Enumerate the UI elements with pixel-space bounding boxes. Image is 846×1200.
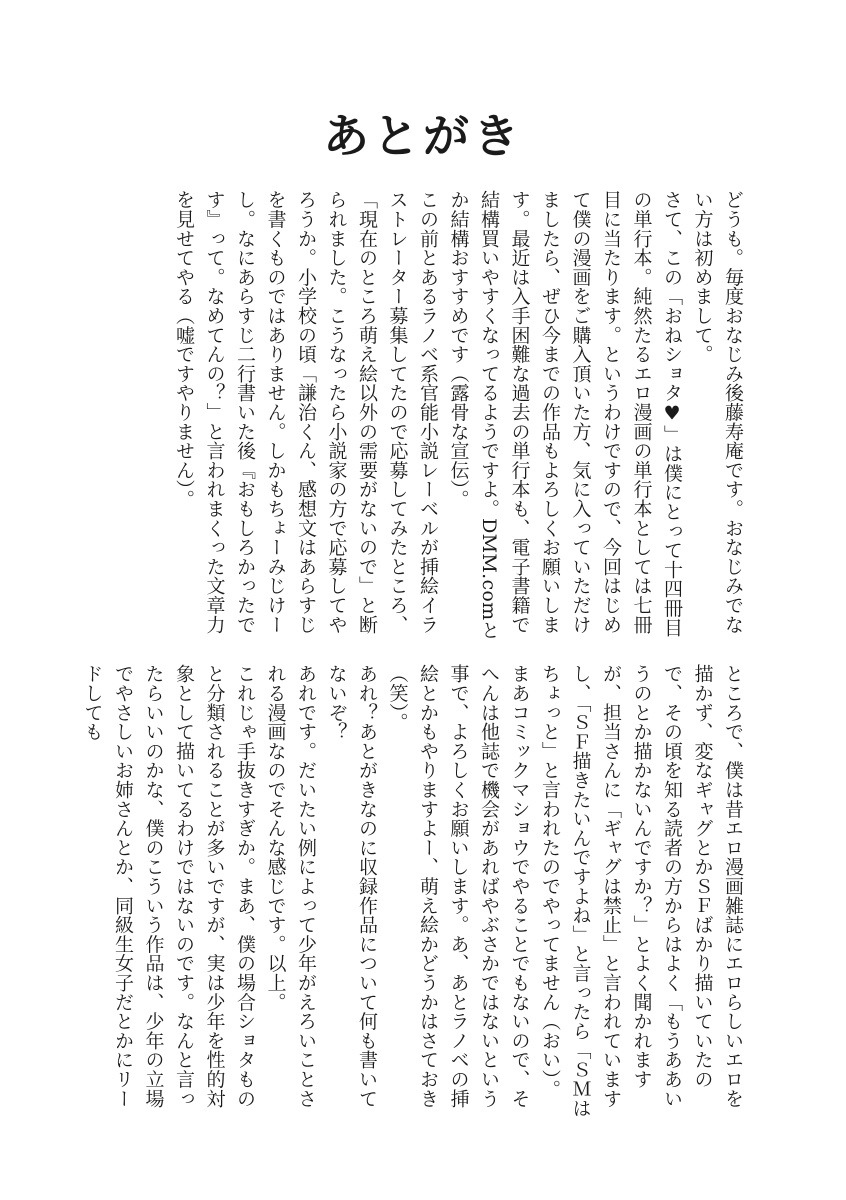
paragraph-book-intro: さて、この「おねショタ♥」は僕にとって十四冊目の単行本。純然たるエロ漫画の単行本としては七冊目に当たります。というわけですので、今回はじめて僕の漫画をご購入頂いた方、気に入っていただけましたら、ぜひ今までの作品もよろしくお願いします。最近は入手困難な過去の単行本も、電子書籍で結構買いやすくなってるようですよ。DMM.comとか結構おすすめです（露骨な宣伝）。	[447, 190, 683, 640]
paragraph-other-magazines: まあコミックマショウでやることでもないので、そへんは他誌で機会があればやぶさかではないという事で、よろしくお願いします。あ、あとラノベの挿絵とかもやりますよー、萌え絵かどうかはさておき（笑）。	[386, 664, 531, 1108]
afterword-upper-column	[123, 190, 748, 650]
paragraph-past-work: ところで、僕は昔エロ漫画雑誌にエロらしいエロを描かず、変なギャグとかＳＦばかり描いていたので、その頃を知る読者の方からはよく「もうああいうのとか描かないんですか？」とよく聞かれますが、担当さんに「ギャグは禁止」と言われていますし、「ＳＦ描きたいんですよね」と言ったら「ＳＭはちょっと」と言われたのでやってません（おい）。	[539, 664, 744, 1118]
paragraph-explanation: これじゃ手抜きすぎか。まあ、僕の場合ショタものと分類されることが多いですが、実は少年を性的対象として描いてるわけではないのです。なんと言ったらいいのかな、僕のこういう作品は、少年の立場でやさしいお姉さんとか、同級生女子だとかにリードしても	[81, 664, 256, 1108]
paragraph-no-comment: あれ？あとがきなのに収録作品について何も書いてないぞ？	[325, 664, 378, 1108]
paragraph-greeting: どうも。毎度おなじみ後藤寿庵です。おなじみでない方は初めまして。	[691, 190, 744, 634]
afterword-lower-column	[81, 664, 748, 1124]
paragraph-summary: あれです。だいたい例によって少年がえろいことされる漫画なのでそんな感じです。以上。	[264, 664, 317, 1108]
page-title: あとがき	[323, 109, 523, 163]
paragraph-novel-anecdote: この前とあるラノベ系官能小説レーベルが挿絵イラストレーター募集してたので応募してみたところ、「現在のところ萌え絵以外の需要がないので」と断られました。こうなったら小説家の方で応募してやろうか。小学校の頃「謙治くん、感想文はあらすじを書くものではありません。しかもちょーみじけーし。なにあらすじ二行書いた後『おもしろかったです』って。なめてんの？」と言われまくった文章力を見せてやる（嘘ですやりません）。	[173, 190, 439, 634]
